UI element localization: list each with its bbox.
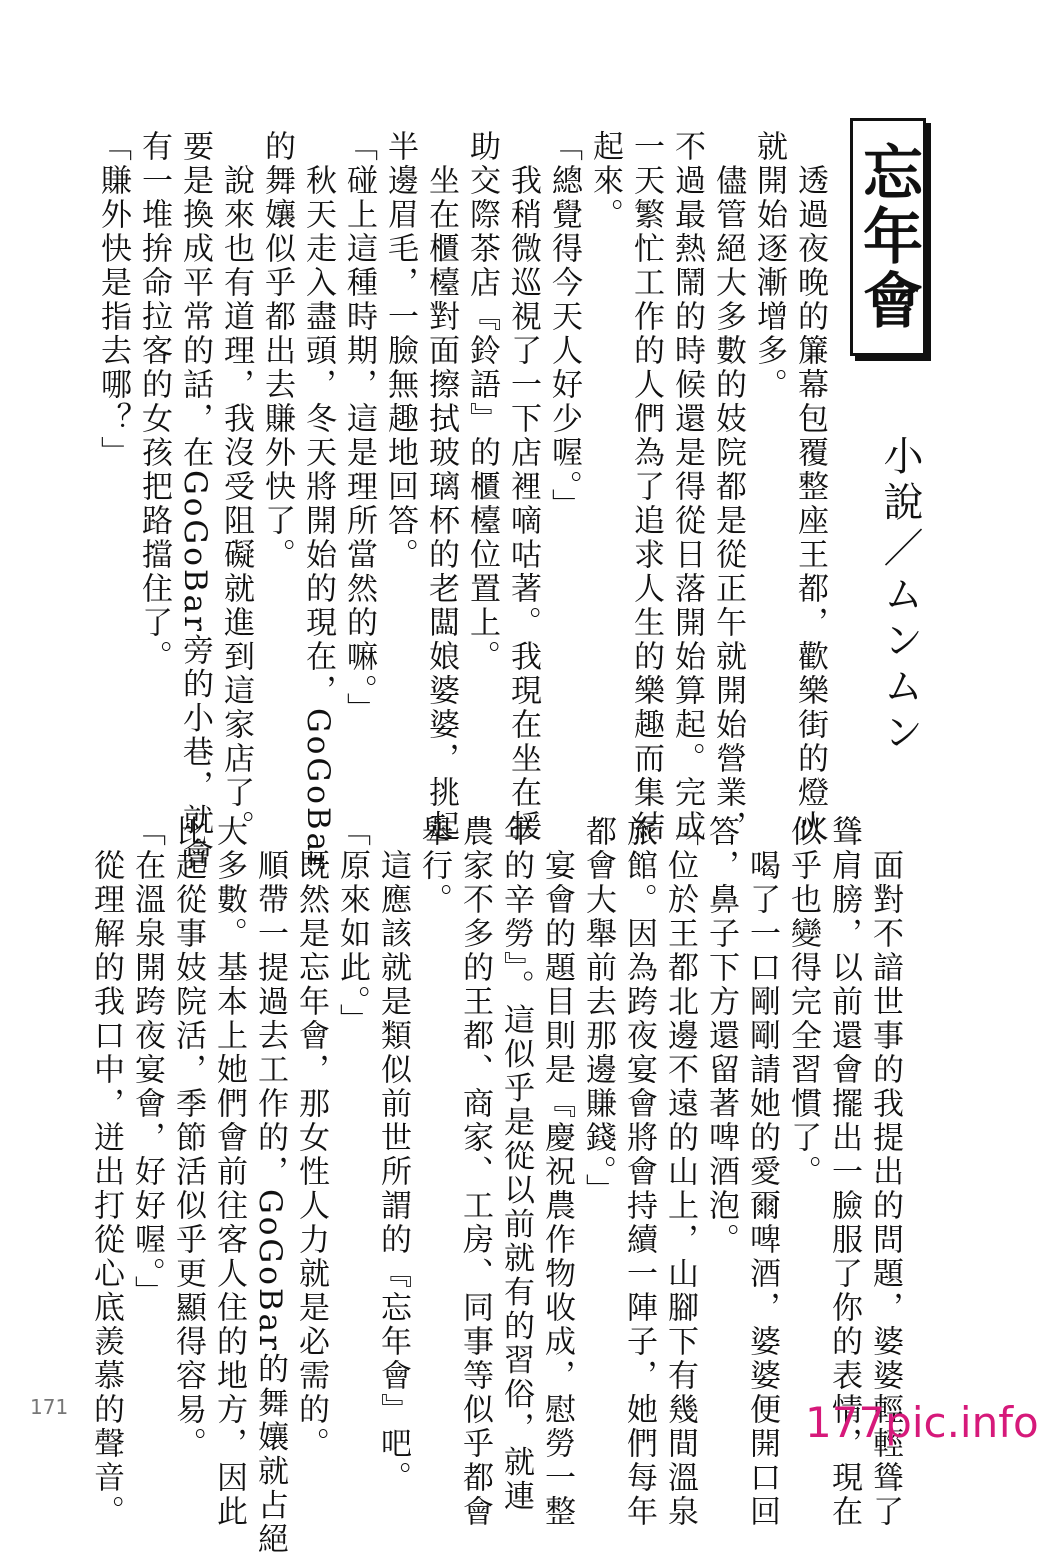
text-line: 透過夜晚的簾幕包覆整座王都，歡樂街的燈火 [792, 130, 828, 844]
text-line: 宴會的題目則是『慶祝農作物收成，慰勞一整 [539, 815, 575, 1529]
text-line: 不過最熱鬧的時候還是得從日落開始算起。完成 [669, 130, 705, 844]
text-line: 答，鼻子下方還留著啤酒泡。 [703, 815, 739, 1257]
author-credit: 小說／ムンムン [877, 435, 923, 757]
text-line: 似乎也變得完全習慣了。 [785, 815, 821, 1189]
text-line: 要是換成平常的話，在GoGoBar旁的小巷，就會 [177, 130, 213, 872]
title-box [850, 118, 926, 356]
text-line: 助交際茶店『鈴語』的櫃檯位置上。 [464, 130, 500, 674]
text-line: 從理解的我口中，迸出打從心底羨慕的聲音。 [88, 815, 124, 1529]
story-title: 忘年會 [853, 141, 923, 333]
text-line: 順帶一提過去工作的，GoGoBar的舞孃就占絕 [252, 815, 288, 1557]
text-line: 的舞孃似乎都出去賺外快了。 [259, 130, 295, 572]
text-line: 「總覺得今天人好少喔。」 [546, 130, 582, 523]
text-line: 面對不諳世事的我提出的問題，婆婆輕輕聳了 [867, 815, 903, 1529]
text-line: 既然是忘年會，那女性人力就是必需的。 [293, 815, 329, 1461]
text-line: 有一堆拚命拉客的女孩把路擋住了。 [136, 130, 172, 674]
text-line: 這應該就是類似前世所謂的『忘年會』吧。 [375, 815, 411, 1495]
watermark: 177pic.info [805, 1398, 1039, 1447]
text-line: 我稍微巡視了一下店裡嘀咕著。我現在坐在援 [505, 130, 541, 844]
text-line: 半邊眉毛，一臉無趣地回答。 [382, 130, 418, 572]
text-line: 農家不多的王都、商家、工房、同事等似乎都會 [457, 815, 493, 1529]
text-line: 聳肩膀，以前還會擺出一臉服了你的表情，現在 [826, 815, 862, 1529]
text-line: 都會大舉前去那邊賺錢。」 [580, 815, 616, 1208]
text-line: 「賺外快是指去哪？」 [95, 130, 131, 470]
text-line: 秋天走入盡頭，冬天將開始的現在，GoGoBar [300, 130, 336, 872]
text-line: 說來也有道理，我沒受阻礙就進到這家店了。 [218, 130, 254, 844]
text-line: 一天繁忙工作的人們為了追求人生的樂趣而集結 [628, 130, 664, 844]
text-line: 大多數。基本上她們會前往客人住的地方，因此 [211, 815, 247, 1529]
text-line: 「在溫泉開跨夜宴會，好好喔。」 [129, 815, 165, 1310]
text-line: 舉行。 [416, 815, 452, 917]
text-line: 「碰上這種時期，這是理所當然的嘛。」 [341, 130, 377, 727]
text-line: 「原來如此。」 [334, 815, 370, 1038]
text-line: 比起從事妓院活，季節活似乎更顯得容易。 [170, 815, 206, 1461]
text-line: 就開始逐漸增多。 [751, 130, 787, 402]
text-line: 儘管絕大多數的妓院都是從正午就開始營業， [710, 130, 746, 844]
text-line: 「位於王都北邊不遠的山上，山腳下有幾間溫泉 [662, 815, 698, 1529]
text-line: 喝了一口剛剛請她的愛爾啤酒，婆婆便開口回 [744, 815, 780, 1529]
text-line: 坐在櫃檯對面擦拭玻璃杯的老闆娘婆婆，挑起 [423, 130, 459, 844]
text-line: 年的辛勞』。這似乎是從以前就有的習俗，就連 [498, 815, 534, 1514]
page-number: 171 [30, 1395, 69, 1419]
text-block-bottom [85, 815, 905, 1557]
text-line: 旅館。因為跨夜宴會將會持續一陣子，她們每年 [621, 815, 657, 1529]
text-line: 起來。 [587, 130, 623, 232]
